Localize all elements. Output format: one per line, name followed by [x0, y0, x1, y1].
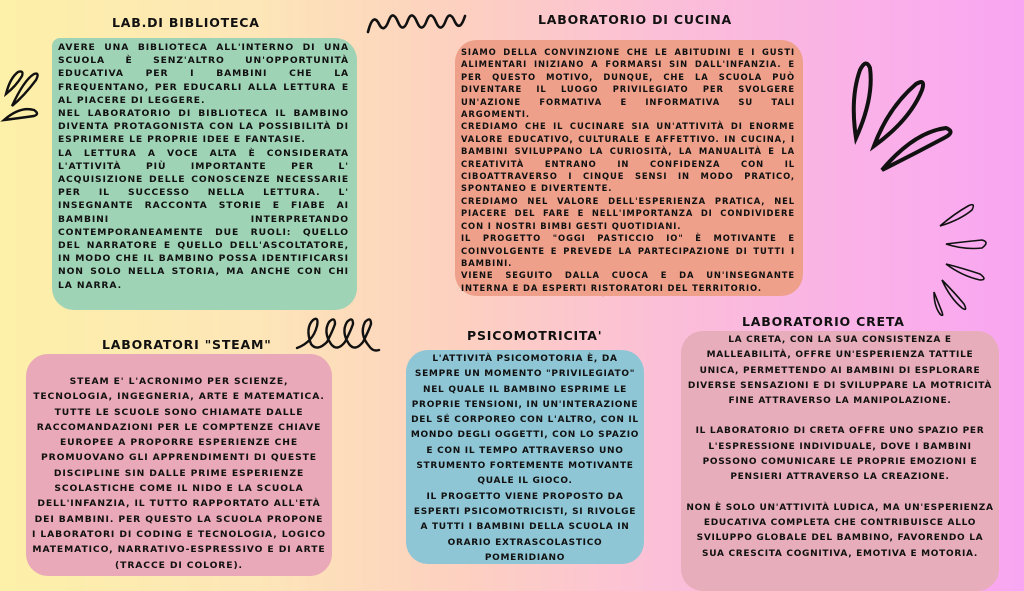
biblioteca-card	[52, 38, 357, 310]
cucina-title: LABORATORIO DI CUCINA	[538, 12, 732, 27]
petal-burst-icon	[848, 58, 966, 178]
cucina-card	[455, 40, 803, 296]
cucina-paragraph: SIAMO DELLA CONVINZIONE CHE LE ABITUDINI E I GUSTI ALIMENTARI INIZIANO A FORMARSI SIN DALL'INFANZIA. E PER QUESTO MOTIVO, DUNQUE, CHE LA SCUOLA PUÒ DIVENTARE IL LUOGO PRIVILEGIATO PER SVOLGERE UN'AZIONE FORMATIVA E INFORMATIVA SU TALI ARGOMENTI.	[461, 47, 795, 120]
biblioteca-paragraph: AVERE UNA BIBLIOTECA ALL'INTERNO DI UNA SCUOLA È SENZ'ALTRO UN'OPPORTUNITÀ EDUCATIVA PER I BAMBINI CHE LA FREQUENTANO, PER EDUCARLI ALLA LETTURA E AL PIACERE DI LEGGERE.	[58, 42, 349, 106]
biblioteca-paragraph: NEL LABORATORIO DI BIBLIOTECA IL BAMBINO DIVENTA PROTAGONISTA CON LA POSSIBILITÀ DI ESPRIMERE LE PROPRIE IDEE E FANTASIE.	[58, 108, 349, 146]
cucina-paragraph: CREDIAMO NEL VALORE DELL'ESPERIENZA PRATICA, NEL PIACERE DEL FARE E NELL'IMPORTANZA DI CONDIVIDERE CON I NOSTRI BIMBI GESTI QUOTIDIANI.	[461, 195, 795, 231]
creta-paragraph: IL LABORATORIO DI CRETA OFFRE UNO SPAZIO PER L'ESPRESSIONE INDIVIDUALE, DOVE I BAMBINI POSSONO COMUNICARE LE PROPRIE EMOZIONI E PENSIERI ATTRAVERSO LA CREAZIONE.	[695, 426, 985, 483]
creta-title: LABORATORIO CRETA	[742, 314, 905, 329]
cucina-paragraph: IL PROGETTO "OGGI PASTICCIO IO" È MOTIVANTE E COINVOLGENTE E PREVEDE LA PARTECIPAZIONE DI TUTTI I BAMBINI.	[461, 233, 795, 268]
psicomotricita-title: PSICOMOTRICITA'	[467, 328, 603, 343]
loop-squiggle-icon	[293, 310, 383, 356]
steam-paragraph: STEAM E' L'ACRONIMO PER SCIENZE, TECNOLOGIA, INGEGNERIA, ARTE E MATEMATICA. TUTTE LE SCUOLE SONO CHIAMATE DALLE RACCOMANDAZIONI PER LE COMPTENZE CHIAVE EUROPEE A PROPORRE ESPERIENZE CHE PROMUOVANO GLI APPRENDIMENTI DI QUESTE DISCIPLINE SIN DALLE PRIME ESPERIENZE SCOLASTICHE COME IL NIDO E LA SCUOLA DELL'INFANZIA, IL TUTTO RAPPORTATO ALL'ETÀ DEI BAMBINI. PER QUESTO LA SCUOLA PROPONE I LABORATORI DI CODING E TECNOLOGIA, LOGICO MATEMATICO, NARRATIVO-ESPRESSIVO E DI ARTE (TRACCE DI COLORE).	[32, 376, 326, 571]
petal-burst-icon	[0, 62, 56, 128]
biblioteca-paragraph: LA LETTURA A VOCE ALTA È CONSIDERATA L'ATTIVITÀ PIÙ IMPORTANTE PER L' ACQUISIZIONE DELLE CONOSCENZE NECESSARIE PER IL SUCCESSO NELLA LETTURA. L' INSEGNANTE RACCONTA STORIE E FIABE AI BAMBINI INTERPRETANDO CONTEMPORANEAMENTE DUE RUOLI: QUELLO DEL NARRATORE E QUELLO DELL'ASCOLTATORE, IN MODO CHE IL BAMBINO POSSA IDENTIFICARSI NON SOLO NELLA STORIA, MA ANCHE CON CHI LA NARRA.	[58, 147, 349, 291]
creta-paragraph: LA CRETA, CON LA SUA CONSISTENZA E MALLEABILITÀ, OFFRE UN'ESPERIENZA TATTILE UNICA, PERMETTENDO AI BAMBINI DI ESPLORARE DIVERSE SENSAZIONI E DI SVILUPPARE LA MOTRICITÀ FINE ATTRAVERSO LA MANIPOLAZIONE.	[687, 335, 993, 407]
creta-paragraph: NON È SOLO UN'ATTIVITÀ LUDICA, MA UN'ESPERIENZA EDUCATIVA COMPLETA CHE CONTRIBUISCE ALLO SVILUPPO GLOBALE DEL BAMBINO, FAVORENDO LA SUA CRESCITA COGNITIVA, EMOTIVA E MOTORIA.	[686, 502, 994, 559]
biblioteca-title: LAB.DI BIBLIOTECA	[112, 15, 260, 30]
creta-card	[681, 331, 999, 591]
cucina-paragraph: CREDIAMO CHE IL CUCINARE SIA UN'ATTIVITÀ DI ENORME VALORE EDUCATIVO, CULTURALE E AFFETTIVO. IN CUCINA, I BAMBINI SVILUPPANO LA CURIOSITÀ, LA MANUALITÀ E LA CREATIVITÀ ENTRANO IN CONFIDENZA CON IL CIBOATTRAVERSO I CINQUE SENSI IN MODO PRATICO, SPONTANEO E DIVERTENTE.	[461, 121, 795, 194]
cucina-paragraph: VIENE SEGUITO DALLA CUOCA E DA UN'INSEGNANTE INTERNA E DA ESPERTI RISTORATORI DEL TERRITORIO.	[461, 270, 795, 293]
psicomotricita-card	[406, 350, 644, 564]
psicomotricita-paragraph: IL PROGETTO VIENE PROPOSTO DA ESPERTI PSICOMOTRICISTI, SI RIVOLGE A TUTTI I BAMBINI DELLA SCUOLA IN ORARIO EXTRASCOLASTICO POMERIDIANO	[413, 491, 637, 563]
psicomotricita-paragraph: L'ATTIVITÀ PSICOMOTORIA È, DA SEMPRE UN MOMENTO "PRIVILEGIATO" NEL QUALE IL BAMBINO ESPRIME LE PROPRIE TENSIONI, IN UN'INTERAZIONE DEL SÉ CORPOREO CON L'ALTRO, CON IL MONDO DEGLI OGGETTI, CON LO SPAZIO E CON IL TEMPO ATTRAVERSO UNO STRUMENTO FORTEMENTE MOTIVANTE QUALE IL GIOCO.	[410, 354, 640, 487]
steam-card	[26, 354, 332, 576]
zigzag-squiggle-icon	[365, 8, 470, 36]
petal-burst-icon	[930, 200, 1000, 316]
steam-title: LABORATORI "STEAM"	[102, 337, 272, 352]
